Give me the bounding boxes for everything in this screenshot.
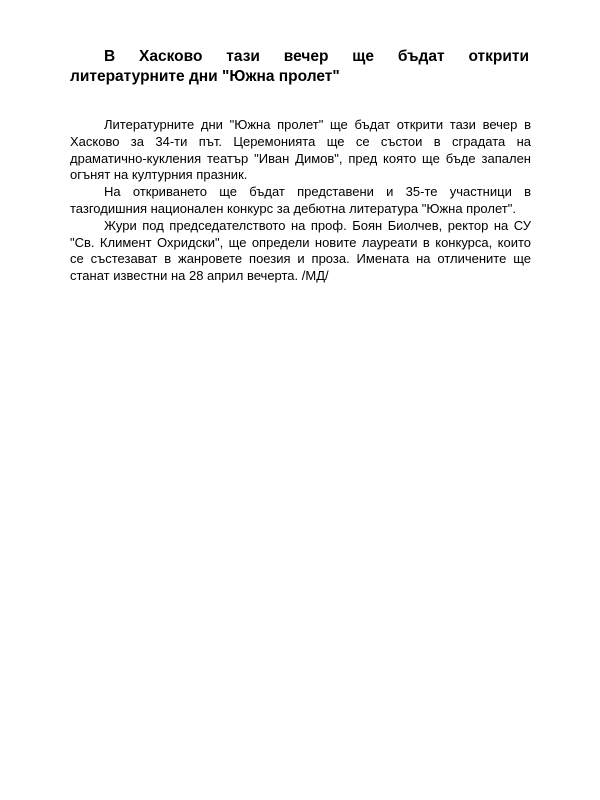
paragraph-1: Литературните дни "Южна пролет" ще бъдат открити тази вечер в Хасково за 34-ти път. Церемонията ще се състои в сградата на драматично-кукления театър "Иван Димов", пред която ще бъде запален огънят на културния празник. — [70, 117, 531, 183]
article — [70, 47, 531, 285]
article-title: В Хасково тази вечер ще бъдат открити литературните дни "Южна пролет" — [70, 48, 529, 85]
paragraph-2: На откриването ще бъдат представени и 35-те участници в тазгодишния национален конкурс за дебютна литература "Южна пролет". — [70, 184, 531, 216]
article-body — [70, 117, 531, 285]
paragraph-3: Жури под председателството на проф. Боян Биолчев, ректор на СУ "Св. Климент Охридски", ще определи новите лауреати в конкурса, които се състезават в жанровете поезия и проза. Имената на отличените ще станат известни на 28 април вечерта. /МД/ — [70, 217, 531, 284]
